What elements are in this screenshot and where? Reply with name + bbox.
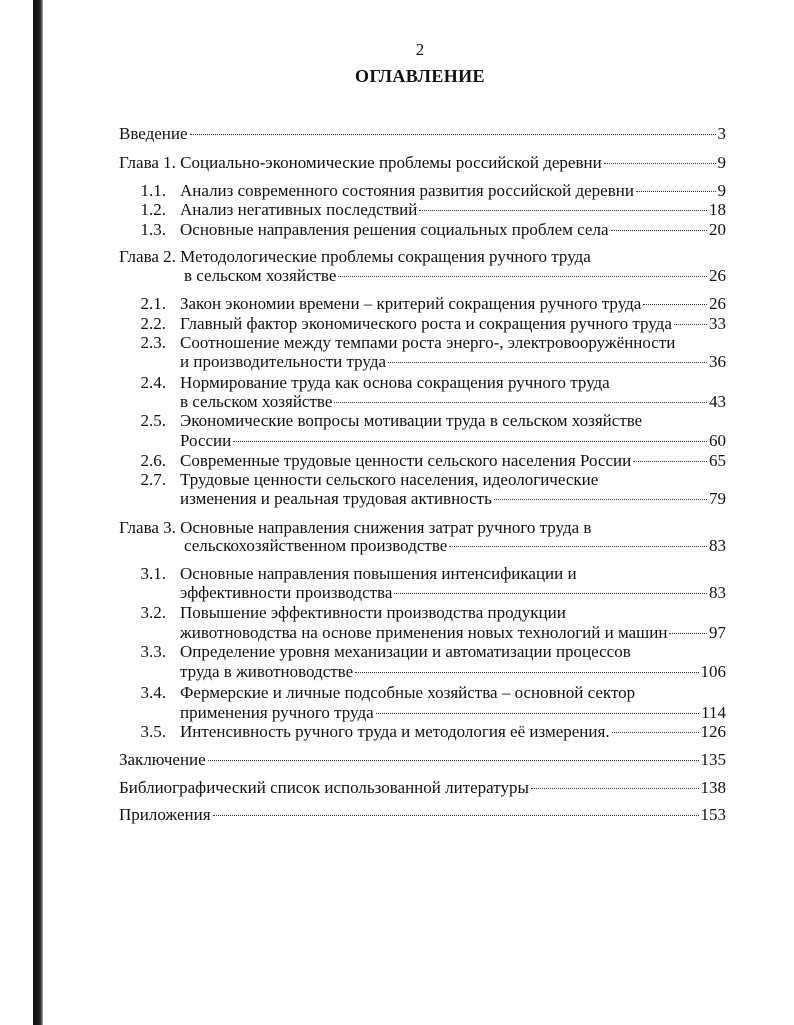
dot-leader: [531, 788, 699, 789]
chapter-title: Глава 1. Социально-экономические проблемы российской деревни: [119, 153, 602, 172]
section-title: Основные направления решения социальных проблем села: [180, 220, 609, 239]
section-title-line: труда в животноводстве: [180, 662, 354, 681]
dot-leader: [338, 276, 707, 277]
dot-leader: [394, 593, 707, 594]
scan-binding-edge: [33, 0, 43, 1025]
section-page: 83: [709, 583, 726, 602]
toc-entry-title: Приложения: [119, 805, 211, 824]
dot-leader: [388, 362, 707, 363]
section-number: 1.1.: [140, 181, 166, 200]
section-title-line[interactable]: Фермерские и личные подсобные хозяйства – основной сектор: [180, 683, 636, 702]
section-page: 97: [709, 623, 726, 642]
dot-leader: [636, 191, 716, 192]
section-page: 114: [701, 703, 726, 722]
dot-leader: [334, 402, 707, 403]
section-title-line[interactable]: Основные направления повышения интенсификации и: [180, 564, 577, 583]
section-title-line[interactable]: Определение уровня механизации и автоматизации процессов: [180, 642, 631, 661]
section-number: 2.7.: [140, 470, 166, 489]
section-page: 36: [709, 352, 726, 371]
dot-leader: [611, 230, 708, 231]
section-number: 2.2.: [140, 314, 166, 333]
section-page: 33: [709, 314, 726, 333]
toc-section-1-3[interactable]: [180, 220, 726, 240]
toc-entry-title: Библиографический список использованной литературы: [119, 778, 529, 797]
section-number: 2.4.: [140, 373, 166, 392]
dot-leader: [233, 441, 707, 442]
dot-leader: [674, 324, 707, 325]
section-title-line[interactable]: Соотношение между темпами роста энерго-, электровооружённости: [180, 333, 676, 352]
chapter-title-line[interactable]: Глава 2. Методологические проблемы сокращения ручного труда: [119, 247, 591, 266]
section-title-line: животноводства на основе применения новых технологий и машин: [180, 623, 668, 642]
toc-entry-bibliography[interactable]: [119, 778, 726, 798]
section-title: Интенсивность ручного труда и методология её измерения.: [180, 722, 610, 741]
section-number: 2.6.: [140, 451, 166, 470]
section-number: 2.5.: [140, 411, 166, 430]
toc-entry-intro[interactable]: [119, 124, 726, 144]
section-page: 26: [709, 294, 726, 313]
dot-leader: [669, 633, 707, 634]
dot-leader: [376, 713, 699, 714]
toc-section-3-1[interactable]: [180, 583, 726, 603]
toc-section-2-7[interactable]: [180, 489, 726, 509]
toc-entry-title: Введение: [119, 124, 188, 143]
toc-entry-page: 153: [700, 805, 726, 824]
section-page: 106: [700, 662, 726, 681]
section-title-line: в сельском хозяйстве: [180, 392, 333, 411]
chapter-title-line: сельскохозяйственном производстве: [184, 536, 448, 555]
toc-entry-page: 3: [717, 124, 726, 143]
dot-leader: [612, 732, 699, 733]
chapter-page: 26: [709, 266, 726, 285]
toc-section-2-6[interactable]: [180, 451, 726, 471]
dot-leader: [208, 760, 699, 761]
chapter-page: 83: [709, 536, 726, 555]
section-number: 3.2.: [140, 603, 166, 622]
section-number: 3.1.: [140, 564, 166, 583]
toc-section-1-2[interactable]: [180, 200, 726, 220]
toc-section-3-2[interactable]: [180, 623, 726, 643]
toc-chapter-2[interactable]: [184, 266, 726, 286]
section-number: 1.3.: [140, 220, 166, 239]
toc-title: ОГЛАВЛЕНИЕ: [355, 66, 485, 86]
section-page: 126: [700, 722, 726, 741]
toc-section-3-5[interactable]: [180, 722, 726, 742]
toc-section-3-4[interactable]: [180, 703, 726, 723]
section-title: Анализ негативных последствий: [180, 200, 418, 219]
section-page: 18: [709, 200, 726, 219]
section-number: 3.5.: [140, 722, 166, 741]
toc-chapter-1[interactable]: [119, 153, 726, 173]
section-title-line[interactable]: Повышение эффективности производства продукции: [180, 603, 566, 622]
section-title-line: эффективности производства: [180, 583, 393, 602]
section-number: 1.2.: [140, 200, 166, 219]
section-page: 60: [709, 431, 726, 450]
dot-leader: [494, 499, 707, 500]
section-title-line[interactable]: Нормирование труда как основа сокращения ручного труда: [180, 373, 610, 392]
dot-leader: [604, 163, 716, 164]
section-number: 3.3.: [140, 642, 166, 661]
section-title: Закон экономии времени – критерий сокращения ручного труда: [180, 294, 642, 313]
section-title-line[interactable]: Трудовые ценности сельского населения, идеологические: [180, 470, 599, 489]
dot-leader: [355, 672, 698, 673]
toc-entry-conclusion[interactable]: [119, 750, 726, 770]
toc-section-2-2[interactable]: [180, 314, 726, 334]
section-number: 2.3.: [140, 333, 166, 352]
toc-section-3-3[interactable]: [180, 662, 726, 682]
toc-section-2-3[interactable]: [180, 352, 726, 372]
section-title-line: России: [180, 431, 232, 450]
section-page: 20: [709, 220, 726, 239]
dot-leader: [449, 546, 707, 547]
dot-leader: [643, 304, 707, 305]
chapter-title-line[interactable]: Глава 3. Основные направления снижения затрат ручного труда в: [119, 518, 592, 537]
chapter-title-line: в сельском хозяйстве: [184, 266, 337, 285]
toc-entry-page: 135: [700, 750, 726, 769]
section-title-line: изменения и реальная трудовая активность: [180, 489, 492, 508]
page-number: 2: [415, 40, 425, 59]
toc-chapter-3[interactable]: [184, 536, 726, 556]
section-page: 43: [709, 392, 726, 411]
dot-leader: [633, 461, 707, 462]
section-title: Современные трудовые ценности сельского населения России: [180, 451, 632, 470]
toc-section-2-4[interactable]: [180, 392, 726, 412]
section-title-line: применения ручного труда: [180, 703, 374, 722]
section-title-line[interactable]: Экономические вопросы мотивации труда в сельском хозяйстве: [180, 411, 643, 430]
toc-section-1-1[interactable]: [180, 181, 726, 201]
section-number: 3.4.: [140, 683, 166, 702]
section-title-line: и производительности труда: [180, 352, 387, 371]
dot-leader: [213, 815, 699, 816]
toc-entry-page: 138: [700, 778, 726, 797]
toc-entry-appendix[interactable]: [119, 805, 726, 825]
chapter-page: 9: [717, 153, 726, 172]
toc-entry-title: Заключение: [119, 750, 206, 769]
section-page: 65: [709, 451, 726, 470]
section-title: Главный фактор экономического роста и сокращения ручного труда: [180, 314, 672, 333]
toc-section-2-1[interactable]: [180, 294, 726, 314]
dot-leader: [190, 134, 716, 135]
section-title: Анализ современного состояния развития российской деревни: [180, 181, 634, 200]
section-number: 2.1.: [140, 294, 166, 313]
dot-leader: [419, 210, 707, 211]
toc-section-2-5[interactable]: [180, 431, 726, 451]
section-page: 79: [709, 489, 726, 508]
section-page: 9: [717, 181, 726, 200]
